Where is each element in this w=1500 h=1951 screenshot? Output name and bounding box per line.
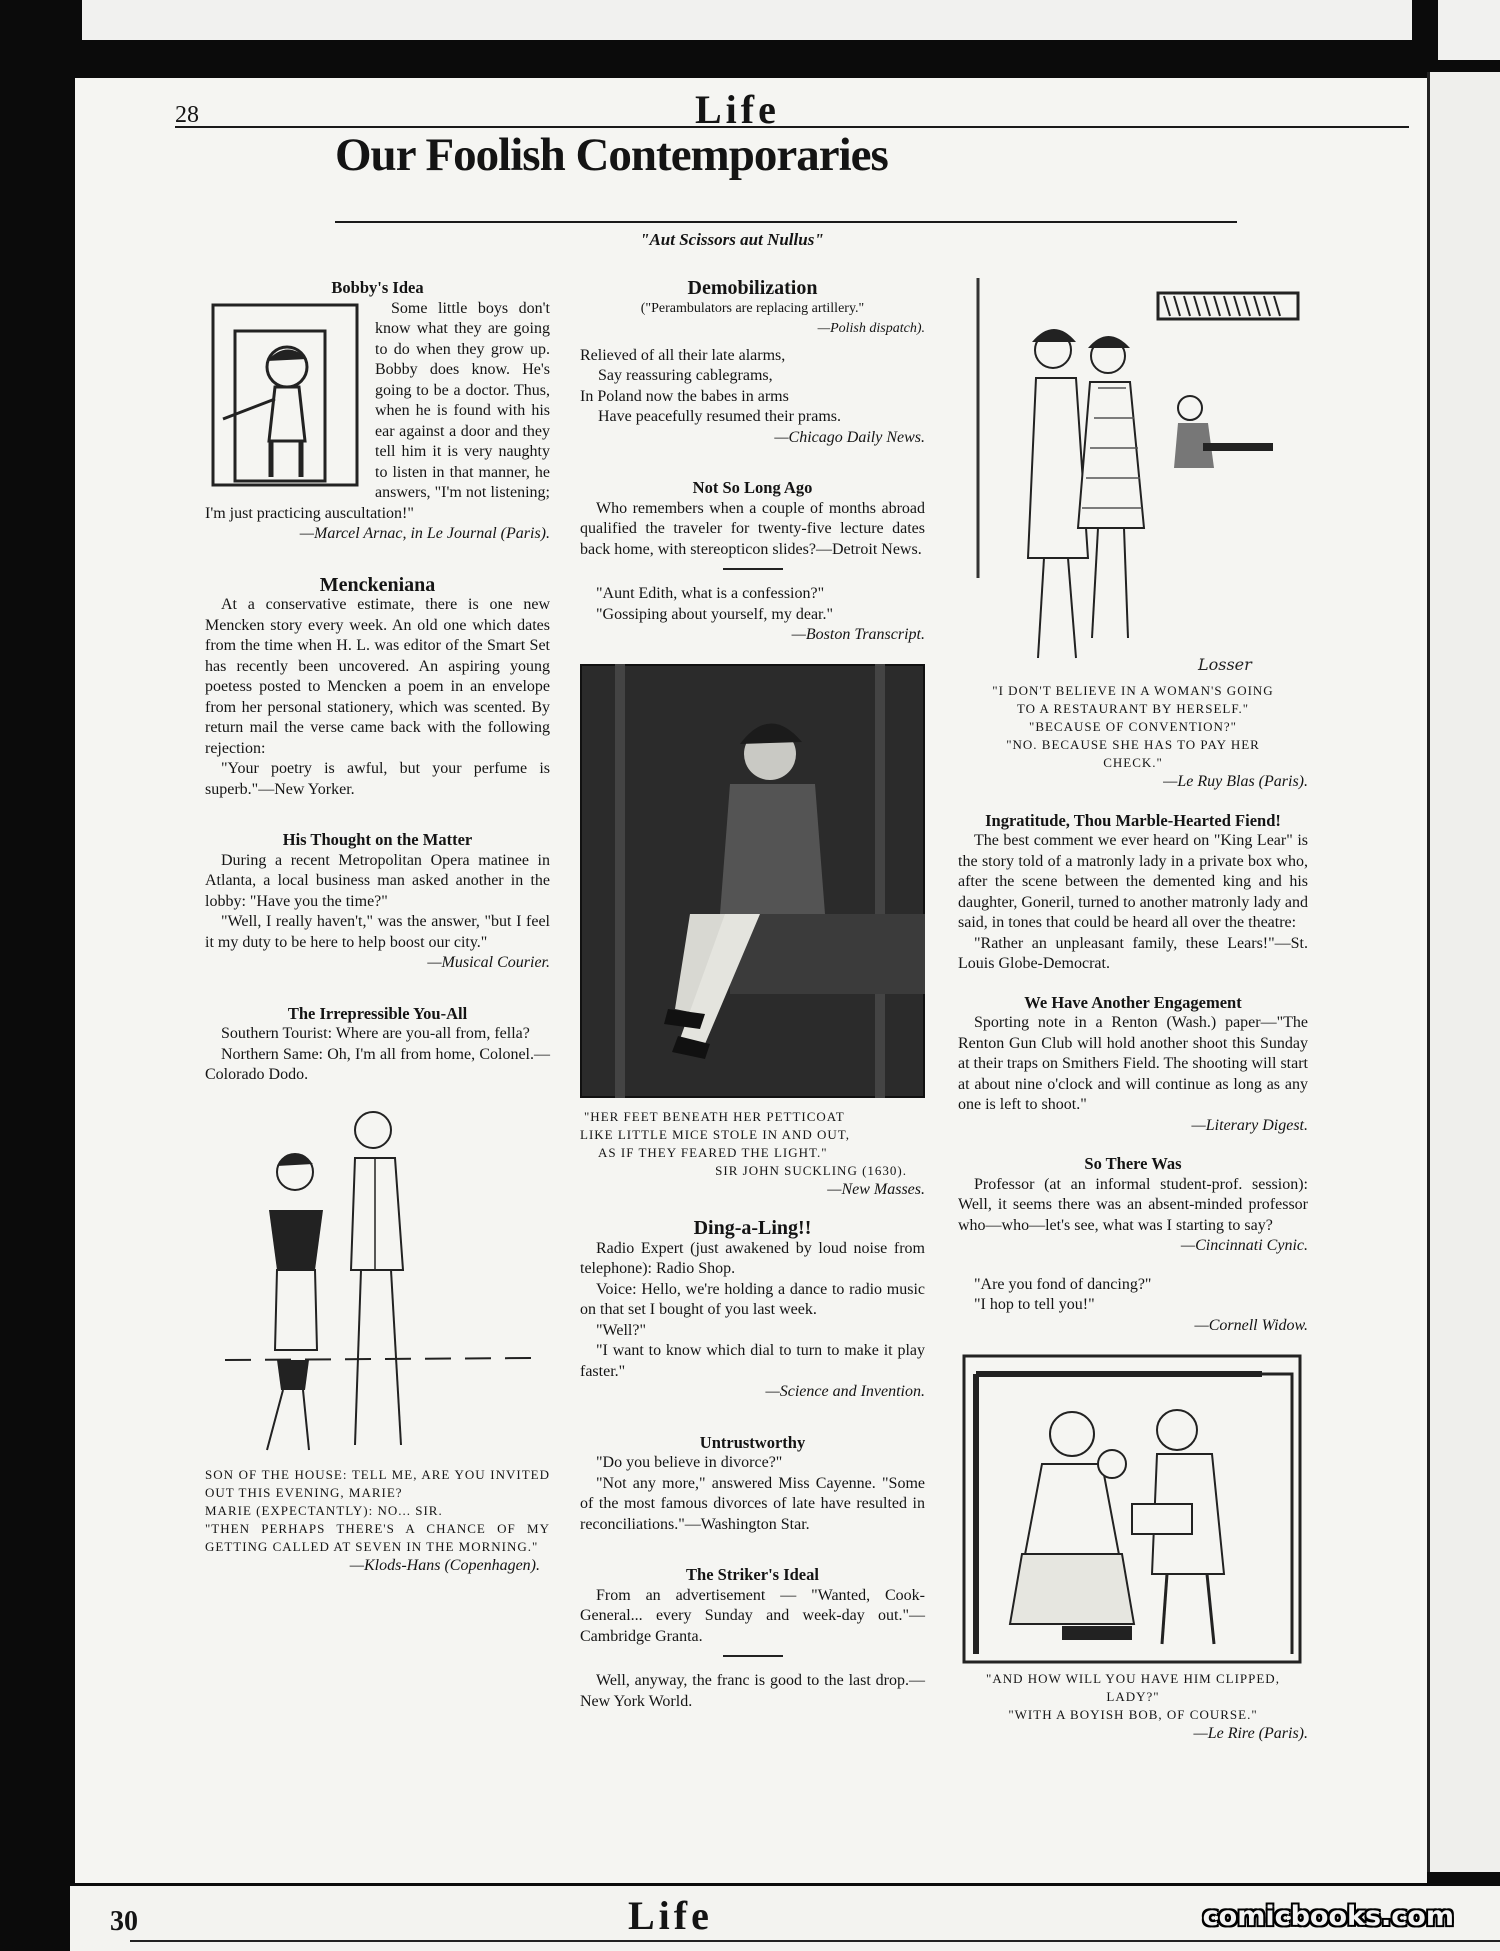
menck-quote: "Your poetry is awful, but your perfume is superb."—New Yorker. bbox=[205, 760, 550, 798]
ingrat-text-2: "Rather an unpleasant family, these Lears!"—St. Louis Globe-Democrat. bbox=[958, 934, 1308, 972]
masthead: Life bbox=[695, 87, 780, 132]
caption-source: —Le Ruy Blas (Paris). bbox=[1163, 773, 1308, 790]
divider bbox=[723, 1655, 783, 1657]
striker-text: From an advertisement — "Wanted, Cook-General... every Sunday and week-day out."—Cambridge Granta. bbox=[580, 1586, 925, 1645]
irrep-title: The Irrepressible You-All bbox=[287, 1003, 468, 1023]
caption-line: CHECK." bbox=[1103, 755, 1163, 770]
there-source: —Cincinnati Cynic. bbox=[1180, 1237, 1308, 1254]
dog-lady-caption bbox=[958, 1670, 1308, 1745]
untrust-title: Untrustworthy bbox=[699, 1432, 806, 1452]
caption-line: "NO. BECAUSE SHE HAS TO PAY HER bbox=[1006, 737, 1260, 752]
bobby-cartoon bbox=[205, 301, 365, 491]
there-text: Professor (at an informal student-prof. session): Well, it seems there was an absent-minded professor who—who—let's see, what was I starting to say? bbox=[958, 1175, 1308, 1234]
long-text: Who remembers when a couple of months abroad qualified the traveler for twenty-five lecture dates back home, with stereopticon slides?—Detroit News. bbox=[580, 499, 925, 558]
two-women-caption bbox=[958, 682, 1308, 793]
edith-question: "Aunt Edith, what is a confession?" bbox=[596, 585, 825, 602]
thought-text-2: "Well, I really haven't," was the answer, "but I feel it my duty to be here to help boost our city." bbox=[205, 913, 550, 951]
couple-caption-3: "THEN PERHAPS THERE'S A CHANCE OF MY GETTING CALLED AT SEVEN IN THE MORNING." bbox=[205, 1520, 550, 1554]
couple-caption-1: SON OF THE HOUSE: TELL ME, ARE YOU INVITED OUT THIS EVENING, MARIE? bbox=[205, 1466, 550, 1500]
thought-title: His Thought on the Matter bbox=[282, 830, 473, 849]
divider bbox=[723, 568, 783, 570]
untrust-text-1: "Do you believe in divorce?" bbox=[596, 1454, 783, 1471]
ding-text-2: Voice: Hello, we're holding a dance to radio music on that set I bought of you last week. bbox=[580, 1280, 925, 1318]
ding-text-4: "I want to know which dial to turn to make it play faster." bbox=[580, 1342, 925, 1380]
two-women-cartoon bbox=[958, 278, 1308, 678]
watermark: comicbooks.com bbox=[1202, 1901, 1454, 1932]
title-rule bbox=[335, 221, 1237, 223]
couple-caption-2: MARIE (EXPECTANTLY): NO... SIR. bbox=[205, 1502, 443, 1518]
menck-text: At a conservative estimate, there is one new Mencken story every week. An old one which dates from the time when H. L. was editor of the Smart Set has recently been uncovered. An aspiring young poetess posted to Mencken a poem in an envelope from her personal stationery, which was scented. By return mail the verse came back with the following rejection: bbox=[205, 596, 550, 757]
untrust-text-2: "Not any more," answered Miss Cayenne. "Some of the most famous divorces of late have resulted in reconciliations."—Washington Star. bbox=[580, 1474, 925, 1533]
caption-source: —Le Rire (Paris). bbox=[1193, 1725, 1308, 1742]
thought-text-1: During a recent Metropolitan Opera matinee in Atlanta, a local business man asked another in the lobby: "Have you the time?" bbox=[205, 851, 550, 910]
dance-source: —Cornell Widow. bbox=[1194, 1316, 1308, 1334]
caption-line: "AND HOW WILL YOU HAVE HIM CLIPPED, bbox=[986, 1671, 1280, 1686]
caption-line: "BECAUSE OF CONVENTION?" bbox=[1029, 719, 1237, 734]
demob-title: Demobilization bbox=[687, 277, 818, 299]
striker-title: The Striker's Ideal bbox=[686, 1565, 819, 1584]
couple-source: —Klods-Hans (Copenhagen). bbox=[349, 1556, 540, 1574]
facing-page-edge bbox=[1427, 72, 1500, 1872]
ding-source: —Science and Invention. bbox=[765, 1383, 925, 1400]
artist-signature: Losser bbox=[1198, 655, 1252, 674]
engage-title: We Have Another Engagement bbox=[1024, 992, 1242, 1012]
poem-line: Have peacefully resumed their prams. bbox=[598, 408, 842, 425]
menck-title: Menckeniana bbox=[319, 573, 436, 596]
caption-author: SIR JOHN SUCKLING (1630). bbox=[715, 1162, 907, 1178]
edith-answer: "Gossiping about yourself, my dear." bbox=[596, 605, 834, 623]
woman-on-bench-illustration bbox=[580, 664, 925, 1098]
franc-text: Well, anyway, the franc is good to the last drop.—New York World. bbox=[580, 1672, 925, 1710]
column-middle bbox=[580, 278, 925, 1712]
couple-cartoon bbox=[205, 1100, 550, 1460]
caption-line: TO A RESTAURANT BY HERSELF." bbox=[1016, 701, 1250, 716]
next-page-rule bbox=[130, 1940, 1500, 1942]
next-masthead: Life bbox=[628, 1893, 713, 1938]
irrep-text-2: Northern Same: Oh, I'm all from home, Colonel.—Colorado Dodo. bbox=[205, 1045, 550, 1083]
caption-line: AS IF THEY FEARED THE LIGHT." bbox=[598, 1144, 828, 1160]
caption-source: —New Masses. bbox=[827, 1180, 925, 1198]
caption-line: "WITH A BOYISH BOB, OF COURSE." bbox=[1008, 1707, 1258, 1722]
caption-line: "HER FEET BENEATH HER PETTICOAT bbox=[584, 1108, 845, 1124]
magazine-page bbox=[75, 78, 1427, 1883]
ingrat-title: Ingratitude, Thou Marble-Hearted Fiend! bbox=[985, 810, 1281, 830]
page-number: 28 bbox=[175, 102, 199, 128]
bobby-source: —Marcel Arnac, in Le Journal (Paris). bbox=[299, 525, 550, 542]
bobby-text: Some little boys don't know what they are going to do when they grow up. Bobby does know. He's going to be a doctor. Thus, when he is found with his ear against a door and they tell him it is very naughty to listen in that manner, he answers, "I'm not listening; I'm just practicing auscultation!" bbox=[205, 299, 550, 522]
there-title: So There Was bbox=[1084, 1154, 1182, 1173]
caption-line: LIKE LITTLE MICE STOLE IN AND OUT, bbox=[580, 1126, 851, 1142]
engage-text: Sporting note in a Renton (Wash.) paper—"The Renton Gun Club will hold another shoot this Sunday at their traps on Smithers Field. The shooting will start at about nine o'clock and will continue as long as any one is left to shoot." bbox=[958, 1014, 1308, 1113]
irrep-text-1: Southern Tourist: Where are you-all from, fella? bbox=[221, 1025, 530, 1042]
poem-line: Relieved of all their late alarms, bbox=[580, 346, 786, 364]
previous-page-edge bbox=[82, 0, 1412, 40]
dog-lady-cartoon bbox=[962, 1354, 1302, 1664]
poem-line: Say reassuring cablegrams, bbox=[598, 367, 773, 384]
demob-epigraph-source: —Polish dispatch). bbox=[817, 321, 925, 336]
long-title: Not So Long Ago bbox=[692, 478, 813, 497]
dance-answer: "I hop to tell you!" bbox=[974, 1296, 1095, 1313]
caption-line: "I DON'T BELIEVE IN A WOMAN'S GOING bbox=[992, 683, 1274, 698]
column-right bbox=[958, 278, 1308, 1745]
column-left bbox=[205, 278, 550, 1576]
ding-text-3: "Well?" bbox=[596, 1321, 646, 1339]
demob-epigraph: ("Perambulators are replacing artillery." bbox=[640, 300, 865, 316]
edith-source: —Boston Transcript. bbox=[791, 626, 925, 643]
previous-page-edge-right bbox=[1438, 0, 1500, 60]
section-subtitle: "Aut Scissors aut Nullus" bbox=[640, 230, 824, 249]
illustration-caption bbox=[580, 1108, 925, 1201]
ingrat-text-1: The best comment we ever heard on "King Lear" is the story told of a matronly lady in a private box who, after the scene between the demented king and his daughter, Goneril, turned to another matronly lady and said, in tones that could be heard all over the theatre: bbox=[958, 832, 1308, 931]
bobby-title: Bobby's Idea bbox=[331, 278, 424, 297]
ding-title: Ding-a-Ling!! bbox=[693, 1217, 812, 1239]
demob-poem bbox=[580, 346, 925, 428]
engage-source: —Literary Digest. bbox=[1191, 1116, 1308, 1134]
next-page-number: 30 bbox=[110, 1906, 138, 1937]
section-title: Our Foolish Contemporaries bbox=[335, 129, 888, 181]
thought-source: —Musical Courier. bbox=[427, 954, 550, 971]
ding-text-1: Radio Expert (just awakened by loud noise from telephone): Radio Shop. bbox=[580, 1239, 925, 1277]
demob-source: —Chicago Daily News. bbox=[774, 428, 925, 446]
dance-question: "Are you fond of dancing?" bbox=[974, 1275, 1152, 1293]
poem-line: In Poland now the babes in arms bbox=[580, 387, 789, 405]
caption-line: LADY?" bbox=[1106, 1689, 1160, 1704]
